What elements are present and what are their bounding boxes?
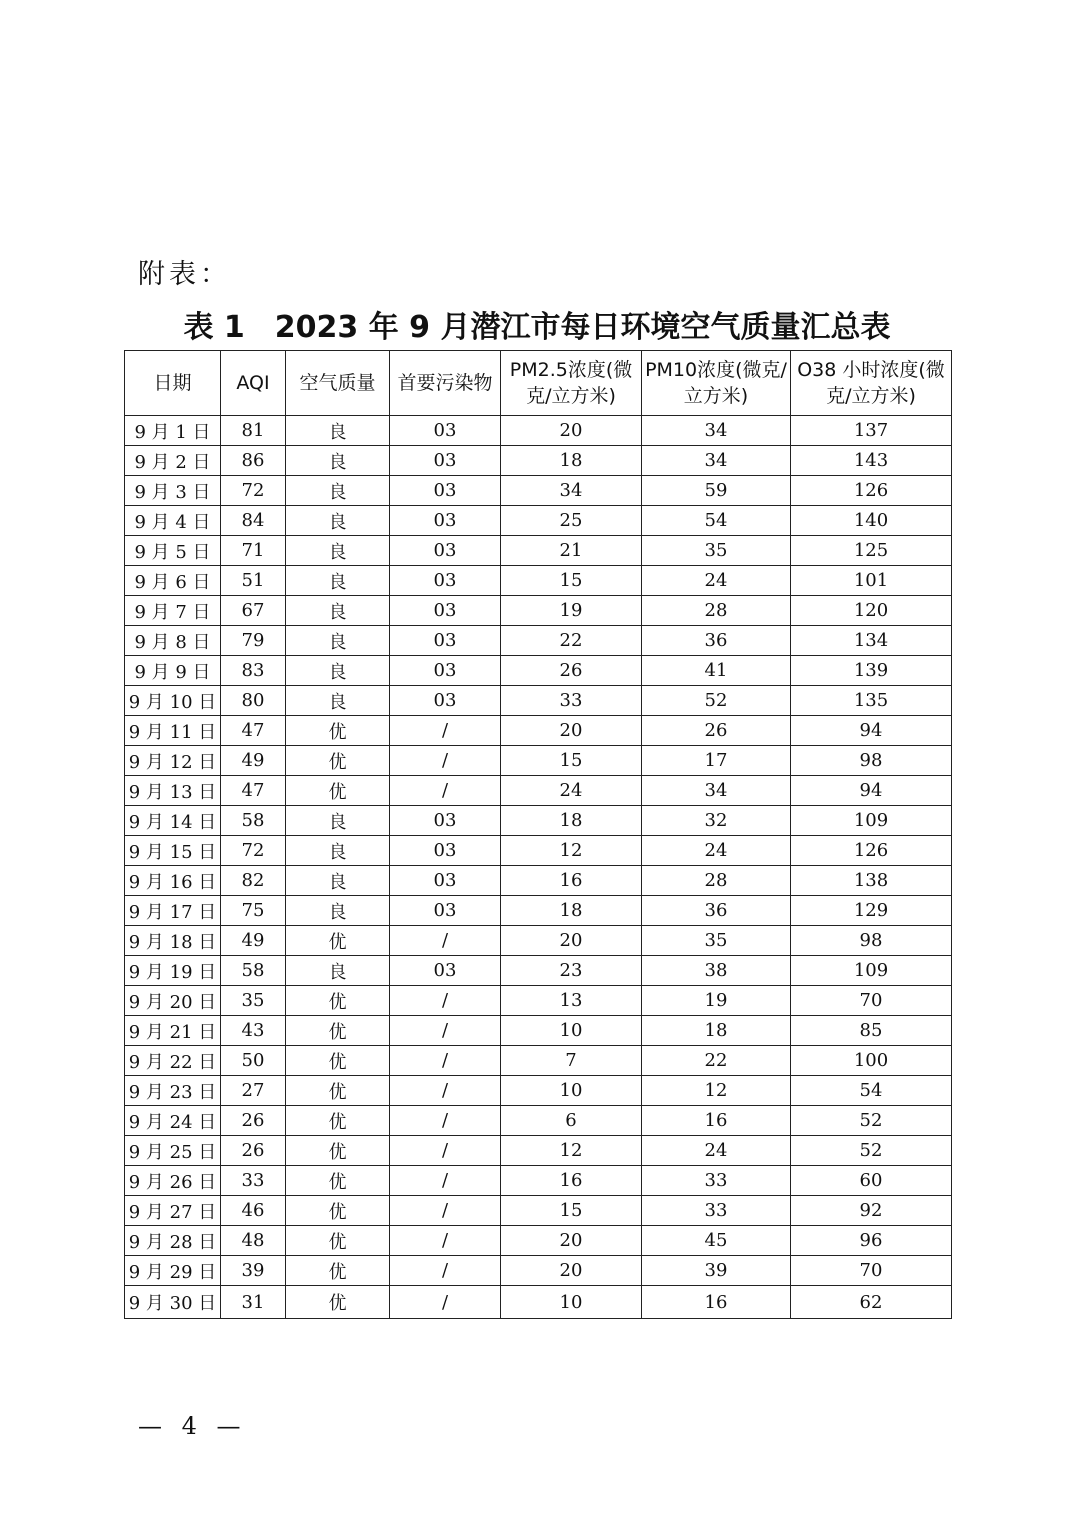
cell-date: 9 月 29 日 [125,1256,221,1286]
cell-primary-pollutant: / [390,1106,501,1136]
table-body [125,416,952,1319]
cell-pm10: 33 [642,1166,791,1196]
cell-o3-8h: 126 [791,836,952,866]
cell-air-quality: 良 [286,836,390,866]
cell-pm25: 34 [501,476,642,506]
cell-aqi: 26 [221,1106,286,1136]
cell-pm10: 35 [642,926,791,956]
cell-pm25: 6 [501,1106,642,1136]
cell-pm25: 15 [501,746,642,776]
cell-aqi: 67 [221,596,286,626]
cell-air-quality: 优 [286,1256,390,1286]
cell-pm10: 18 [642,1016,791,1046]
cell-aqi: 83 [221,656,286,686]
cell-pm25: 18 [501,446,642,476]
table-row [125,1016,952,1046]
cell-o3-8h: 62 [791,1286,952,1319]
cell-date: 9 月 27 日 [125,1196,221,1226]
cell-o3-8h: 137 [791,416,952,446]
cell-pm10: 24 [642,836,791,866]
cell-air-quality: 优 [286,986,390,1016]
cell-date: 9 月 26 日 [125,1166,221,1196]
cell-air-quality: 良 [286,806,390,836]
table-row [125,656,952,686]
cell-pm25: 12 [501,836,642,866]
cell-pm25: 20 [501,416,642,446]
cell-date: 9 月 14 日 [125,806,221,836]
cell-primary-pollutant: 03 [390,416,501,446]
cell-pm10: 36 [642,896,791,926]
cell-pm10: 34 [642,416,791,446]
cell-primary-pollutant: 03 [390,626,501,656]
cell-aqi: 49 [221,926,286,956]
cell-air-quality: 优 [286,1076,390,1106]
cell-pm10: 59 [642,476,791,506]
cell-o3-8h: 140 [791,506,952,536]
cell-pm25: 7 [501,1046,642,1076]
cell-date: 9 月 22 日 [125,1046,221,1076]
cell-pm10: 35 [642,536,791,566]
cell-o3-8h: 101 [791,566,952,596]
cell-date: 9 月 3 日 [125,476,221,506]
cell-aqi: 39 [221,1256,286,1286]
cell-o3-8h: 109 [791,806,952,836]
cell-date: 9 月 13 日 [125,776,221,806]
cell-pm25: 20 [501,716,642,746]
cell-date: 9 月 23 日 [125,1076,221,1106]
cell-primary-pollutant: / [390,746,501,776]
cell-air-quality: 良 [286,656,390,686]
cell-primary-pollutant: 03 [390,566,501,596]
table-row [125,806,952,836]
table-row [125,956,952,986]
cell-date: 9 月 20 日 [125,986,221,1016]
page-number: — 4 — [138,1412,247,1440]
cell-pm25: 20 [501,926,642,956]
cell-o3-8h: 60 [791,1166,952,1196]
table-row [125,1076,952,1106]
cell-o3-8h: 98 [791,746,952,776]
cell-pm10: 38 [642,956,791,986]
cell-primary-pollutant: / [390,1256,501,1286]
cell-pm25: 16 [501,1166,642,1196]
table-row [125,446,952,476]
cell-o3-8h: 135 [791,686,952,716]
cell-primary-pollutant: 03 [390,476,501,506]
cell-air-quality: 优 [286,1106,390,1136]
cell-o3-8h: 54 [791,1076,952,1106]
cell-air-quality: 良 [286,896,390,926]
cell-aqi: 72 [221,836,286,866]
cell-pm10: 22 [642,1046,791,1076]
cell-aqi: 75 [221,896,286,926]
air-quality-table [124,350,952,1319]
cell-pm25: 18 [501,806,642,836]
cell-date: 9 月 24 日 [125,1106,221,1136]
cell-date: 9 月 21 日 [125,1016,221,1046]
appendix-label: 附表： [138,259,231,290]
cell-aqi: 26 [221,1136,286,1166]
cell-date: 9 月 4 日 [125,506,221,536]
cell-pm10: 32 [642,806,791,836]
cell-pm10: 41 [642,656,791,686]
cell-o3-8h: 139 [791,656,952,686]
cell-primary-pollutant: 03 [390,596,501,626]
cell-date: 9 月 30 日 [125,1286,221,1319]
header-pm25: PM2.5浓度(微克/立方米) [501,351,642,416]
table-row [125,416,952,446]
table-row [125,1046,952,1076]
cell-date: 9 月 18 日 [125,926,221,956]
header-air-quality: 空气质量 [286,351,390,416]
cell-o3-8h: 52 [791,1106,952,1136]
table-row [125,986,952,1016]
cell-pm10: 16 [642,1286,791,1319]
header-aqi: AQI [221,351,286,416]
table-row [125,1286,952,1319]
cell-pm25: 19 [501,596,642,626]
cell-aqi: 48 [221,1226,286,1256]
cell-primary-pollutant: / [390,1076,501,1106]
cell-primary-pollutant: 03 [390,686,501,716]
cell-pm25: 18 [501,896,642,926]
cell-date: 9 月 16 日 [125,866,221,896]
cell-aqi: 33 [221,1166,286,1196]
cell-date: 9 月 19 日 [125,956,221,986]
table-header-row [125,351,952,416]
cell-air-quality: 优 [286,1196,390,1226]
header-date: 日期 [125,351,221,416]
cell-primary-pollutant: 03 [390,446,501,476]
cell-aqi: 71 [221,536,286,566]
cell-pm10: 33 [642,1196,791,1226]
cell-date: 9 月 7 日 [125,596,221,626]
cell-aqi: 27 [221,1076,286,1106]
cell-pm25: 21 [501,536,642,566]
cell-aqi: 50 [221,1046,286,1076]
cell-o3-8h: 70 [791,986,952,1016]
table-row [125,536,952,566]
cell-date: 9 月 2 日 [125,446,221,476]
cell-air-quality: 优 [286,1136,390,1166]
table-row [125,626,952,656]
cell-o3-8h: 143 [791,446,952,476]
table-row [125,776,952,806]
cell-aqi: 72 [221,476,286,506]
cell-pm10: 34 [642,446,791,476]
cell-pm10: 26 [642,716,791,746]
cell-pm10: 52 [642,686,791,716]
cell-pm10: 19 [642,986,791,1016]
cell-pm25: 10 [501,1076,642,1106]
cell-pm10: 39 [642,1256,791,1286]
cell-pm25: 25 [501,506,642,536]
table-row [125,836,952,866]
cell-o3-8h: 94 [791,716,952,746]
cell-pm25: 13 [501,986,642,1016]
cell-primary-pollutant: / [390,1136,501,1166]
cell-primary-pollutant: 03 [390,536,501,566]
cell-aqi: 31 [221,1286,286,1319]
cell-pm10: 17 [642,746,791,776]
cell-primary-pollutant: / [390,926,501,956]
table-row [125,1166,952,1196]
cell-primary-pollutant: 03 [390,836,501,866]
cell-primary-pollutant: 03 [390,656,501,686]
cell-pm10: 16 [642,1106,791,1136]
cell-primary-pollutant: / [390,716,501,746]
cell-o3-8h: 134 [791,626,952,656]
cell-date: 9 月 10 日 [125,686,221,716]
cell-air-quality: 良 [286,956,390,986]
cell-air-quality: 良 [286,446,390,476]
cell-air-quality: 优 [286,1046,390,1076]
cell-date: 9 月 9 日 [125,656,221,686]
cell-pm25: 10 [501,1016,642,1046]
cell-air-quality: 良 [286,536,390,566]
cell-date: 9 月 12 日 [125,746,221,776]
cell-air-quality: 良 [286,686,390,716]
cell-primary-pollutant: / [390,1016,501,1046]
cell-pm25: 10 [501,1286,642,1319]
cell-pm25: 15 [501,566,642,596]
cell-date: 9 月 15 日 [125,836,221,866]
table-row [125,1196,952,1226]
table-title: 表 1 2023 年 9 月潜江市每日环境空气质量汇总表 [183,310,891,345]
table-row [125,566,952,596]
cell-aqi: 51 [221,566,286,596]
cell-air-quality: 良 [286,866,390,896]
cell-o3-8h: 100 [791,1046,952,1076]
cell-primary-pollutant: 03 [390,896,501,926]
cell-primary-pollutant: / [390,1166,501,1196]
cell-date: 9 月 8 日 [125,626,221,656]
cell-date: 9 月 1 日 [125,416,221,446]
cell-pm25: 12 [501,1136,642,1166]
cell-air-quality: 良 [286,506,390,536]
cell-primary-pollutant: 03 [390,806,501,836]
cell-air-quality: 良 [286,566,390,596]
cell-air-quality: 良 [286,416,390,446]
cell-pm25: 15 [501,1196,642,1226]
cell-air-quality: 优 [286,716,390,746]
cell-aqi: 43 [221,1016,286,1046]
cell-o3-8h: 126 [791,476,952,506]
cell-air-quality: 优 [286,1016,390,1046]
table-row [125,896,952,926]
cell-pm10: 36 [642,626,791,656]
cell-o3-8h: 94 [791,776,952,806]
table-row [125,716,952,746]
table-row [125,926,952,956]
table-row [125,866,952,896]
cell-o3-8h: 120 [791,596,952,626]
cell-air-quality: 优 [286,776,390,806]
cell-pm25: 23 [501,956,642,986]
cell-aqi: 47 [221,716,286,746]
cell-pm25: 20 [501,1256,642,1286]
cell-o3-8h: 92 [791,1196,952,1226]
cell-primary-pollutant: 03 [390,866,501,896]
cell-o3-8h: 85 [791,1016,952,1046]
cell-pm10: 34 [642,776,791,806]
cell-pm10: 24 [642,1136,791,1166]
cell-aqi: 35 [221,986,286,1016]
cell-pm10: 54 [642,506,791,536]
cell-pm10: 12 [642,1076,791,1106]
table-row [125,1226,952,1256]
cell-pm25: 33 [501,686,642,716]
cell-pm10: 28 [642,596,791,626]
table-row [125,476,952,506]
cell-date: 9 月 11 日 [125,716,221,746]
cell-air-quality: 良 [286,476,390,506]
cell-pm25: 16 [501,866,642,896]
cell-date: 9 月 5 日 [125,536,221,566]
cell-primary-pollutant: / [390,1226,501,1256]
cell-air-quality: 优 [286,926,390,956]
cell-o3-8h: 70 [791,1256,952,1286]
cell-aqi: 49 [221,746,286,776]
cell-primary-pollutant: 03 [390,956,501,986]
cell-aqi: 47 [221,776,286,806]
table-row [125,1136,952,1166]
cell-primary-pollutant: 03 [390,506,501,536]
cell-pm10: 28 [642,866,791,896]
cell-aqi: 58 [221,806,286,836]
cell-primary-pollutant: / [390,986,501,1016]
cell-primary-pollutant: / [390,1196,501,1226]
cell-primary-pollutant: / [390,1046,501,1076]
cell-pm10: 24 [642,566,791,596]
cell-aqi: 79 [221,626,286,656]
cell-primary-pollutant: / [390,776,501,806]
cell-o3-8h: 125 [791,536,952,566]
cell-date: 9 月 28 日 [125,1226,221,1256]
cell-primary-pollutant: / [390,1286,501,1319]
cell-air-quality: 优 [286,1226,390,1256]
cell-o3-8h: 52 [791,1136,952,1166]
table-row [125,746,952,776]
cell-aqi: 86 [221,446,286,476]
cell-date: 9 月 25 日 [125,1136,221,1166]
table-row [125,1256,952,1286]
cell-pm25: 22 [501,626,642,656]
table-row [125,506,952,536]
cell-air-quality: 优 [286,1166,390,1196]
header-o3-8h: O38 小时浓度(微克/立方米) [791,351,952,416]
cell-aqi: 84 [221,506,286,536]
cell-o3-8h: 138 [791,866,952,896]
cell-pm10: 45 [642,1226,791,1256]
cell-o3-8h: 98 [791,926,952,956]
cell-o3-8h: 96 [791,1226,952,1256]
cell-aqi: 81 [221,416,286,446]
cell-air-quality: 良 [286,596,390,626]
cell-air-quality: 优 [286,1286,390,1319]
cell-air-quality: 良 [286,626,390,656]
cell-o3-8h: 129 [791,896,952,926]
cell-o3-8h: 109 [791,956,952,986]
table-row [125,686,952,716]
cell-pm25: 24 [501,776,642,806]
cell-aqi: 46 [221,1196,286,1226]
cell-aqi: 58 [221,956,286,986]
table-row [125,1106,952,1136]
cell-date: 9 月 17 日 [125,896,221,926]
cell-aqi: 82 [221,866,286,896]
cell-pm25: 26 [501,656,642,686]
cell-air-quality: 优 [286,746,390,776]
table-row [125,596,952,626]
cell-aqi: 80 [221,686,286,716]
cell-pm25: 20 [501,1226,642,1256]
header-pm10: PM10浓度(微克/立方米) [642,351,791,416]
cell-date: 9 月 6 日 [125,566,221,596]
header-primary-pollutant: 首要污染物 [390,351,501,416]
